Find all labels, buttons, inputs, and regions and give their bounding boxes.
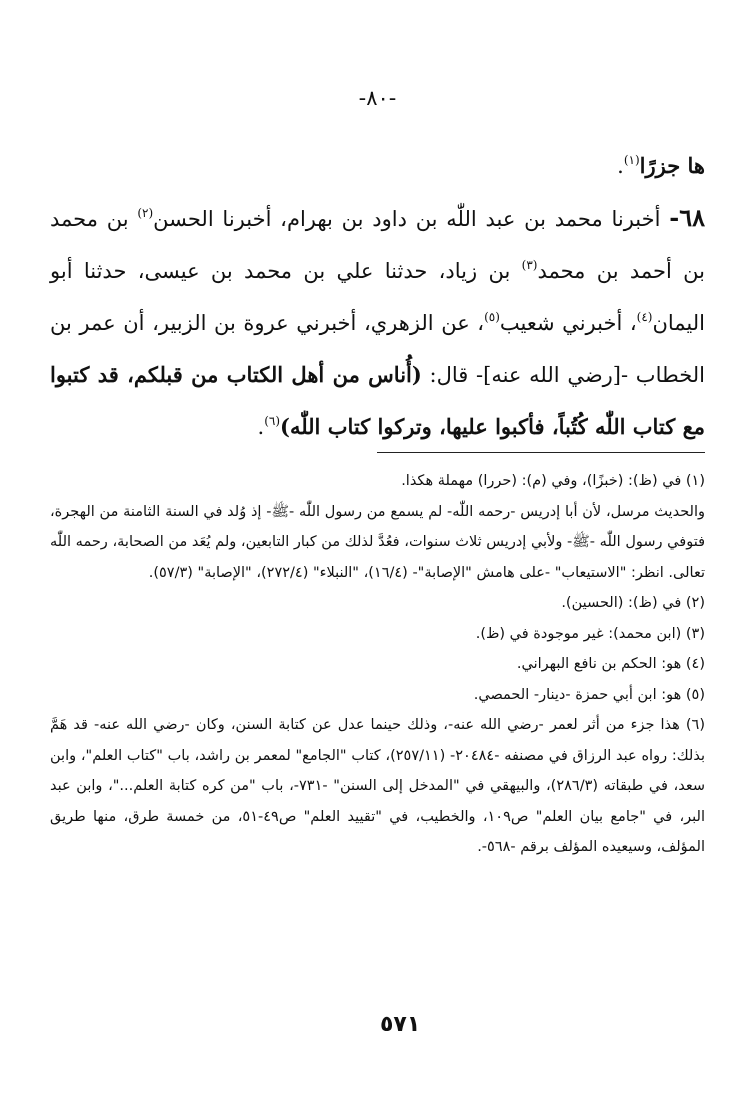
footnote-5: (٥) هو: ابن أبي حمزة -دينار- الحمصي. [473,686,705,703]
footnotes [50,466,705,863]
isnad-part-5: ، عن الزهري، أخبرني عروة بن الزبير، أن عمر بن الخطاب -[رضي الله عنه]- قال: [50,311,705,387]
isnad-part-2: بن محمد بن أحمد بن محمد [50,207,705,283]
line-zero [50,140,705,192]
page-number: -٨٠- [358,86,397,110]
footnote-1: (١) في (ظ): (خبزًا)، وفي (م): (حررا) مهملة هكذا. [401,473,705,489]
footnote-3: (٣) (ابن محمد): غير موجودة في (ظ). [475,625,705,642]
footnote-ref-2: (٢) [137,206,154,220]
footnote-1-continued: والحديث مرسل، لأن أبا إدريس -رحمه اللّٰه- لم يسمع من رسول اللّٰه -ﷺ- إذ وُلد في السنة الثامنة من الهجرة، فتوفي رسول اللّٰه -ﷺ- ولأبي إدريس ثلاث سنوات، فعُدَّ لذلك من كبار التابعين، ولم يُعَد من الصحابة، رحمه اللّٰه تعالى. انظر: "الاستيعاب" -على هامش "الإصابة"- (١٦/٤)، "النبلاء" (٢٧٢/٤)، "الإصابة" (٥٧/٣). [50,503,705,581]
isnad-part-1: أخبرنا محمد بن عبد اللّٰه بن داود بن بهرام، أخبرنا الحسن [153,207,661,231]
hadith-number: ٦٨- [669,203,705,232]
footnote-6: (٦) هذا جزء من أثر لعمر -رضي الله عنه-، وذلك حينما عدل عن كتابة السنن، وكان -رضي الله عنه- قد هَمَّ بذلك: رواه عبد الرزاق في مصنفه -٢٠٤٨٤- (٢٥٧/١١)، كتاب "الجامع" لمعمر بن راشد، باب "كتاب العلم"، وابن سعد، في طبقاته (٢٨٦/٣)، والبيهقي في "المدخل إلى السنن" -٧٣١-، باب "من كره كتابة العلم..."، وابن عبد البر، في "جامع بيان العلم" ص١٠٩، والخطيب، في "تقييد العلم" ص٤٩-٥١، من خمسة طرق، منها طريق المؤلف، وسيعيده المؤلف برقم -٥٦٨-. [50,717,706,855]
isnad-part-3: بن زياد، حدثنا علي بن محمد بن عيسى، حدثنا أبو اليمان [50,259,705,335]
footnote-4: (٤) هو: الحكم بن نافع البهراني. [516,656,705,672]
hadith-paragraph [50,192,705,453]
main-text [50,140,705,453]
footnote-ref-4: (٤) [636,310,653,324]
footnote-ref-6: (٦) [264,414,281,428]
hadith-quote: (أُناس من أهل الكتاب من قبلكم، قد كتبوا مع كتاب اللّٰه كُتُباً، فأكبوا عليها، وتركوا كتاب اللّٰه) [50,362,705,439]
page-seal-number: ٥٧١ [380,1012,421,1037]
footnote-ref-5: (٥) [484,310,500,324]
footnote-2: (٢) في (ظ): (الحسين). [561,595,705,611]
footnote-separator [377,452,705,453]
line-zero-text: ها جزرًا [639,153,705,178]
footnote-ref-3: (٣) [521,258,538,272]
isnad-part-4: ، أخبرني شعيب [499,311,637,335]
footnote-ref-1: (١) [623,153,640,167]
quote-tail: . [257,415,265,439]
line-zero-tail: . [617,154,624,178]
